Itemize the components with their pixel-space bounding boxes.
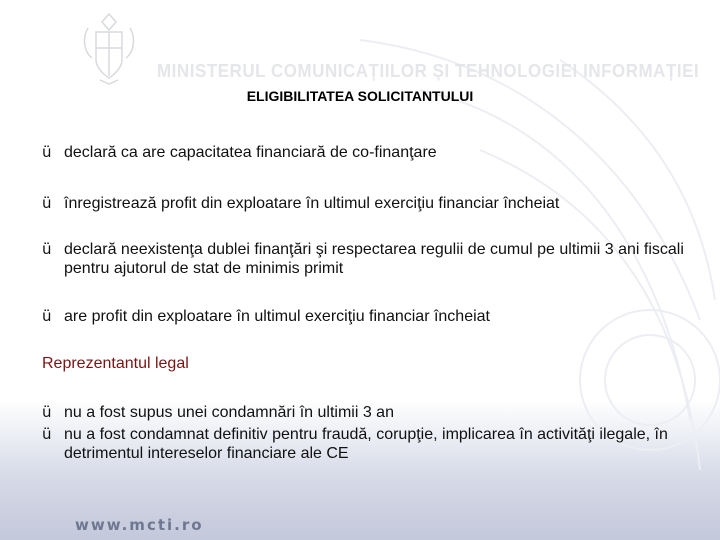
romanian-coat-of-arms-icon <box>78 8 140 86</box>
criterion-text: declară neexistenţa dublei finanţări şi respectarea regulii de cumul pe ultimii 3 ani fiscali pentru ajutorul de stat de minimis primit <box>64 241 684 277</box>
legal-rep-item <box>42 403 718 422</box>
check-mark-icon: ü <box>42 194 52 212</box>
check-mark-icon: ü <box>42 240 52 258</box>
criterion-text: înregistrează profit din exploatare în ultimul exerciţiu financiar încheiat <box>64 195 560 212</box>
criterion-item <box>42 240 718 278</box>
criterion-item <box>42 143 718 162</box>
check-mark-icon: ü <box>42 403 52 421</box>
criterion-item <box>42 194 718 213</box>
footer-website-url: www.mcti.ro <box>75 516 204 534</box>
criterion-text: are profit din exploatare în ultimul exerciţiu financiar încheiat <box>64 308 490 325</box>
legal-representative-heading: Reprezentantul legal <box>42 355 189 372</box>
ministry-name: MINISTERUL COMUNICAȚIILOR ȘI TEHNOLOGIEI INFORMAȚIEI <box>157 61 700 81</box>
check-mark-icon: ü <box>42 425 52 443</box>
legal-rep-text: nu a fost supus unei condamnări în ultimii 3 an <box>64 404 394 421</box>
check-mark-icon: ü <box>42 143 52 161</box>
legal-rep-text: nu a fost condamnat definitiv pentru fraudă, corupţie, implicarea în activităţi ilegale, în detrimentul intereselor financiare ale CE <box>64 426 668 462</box>
slide-title: ELIGIBILITATEA SOLICITANTULUI <box>246 88 474 104</box>
legal-rep-item <box>42 425 718 463</box>
criterion-text: declară ca are capacitatea financiară de co-finanţare <box>64 144 437 161</box>
check-mark-icon: ü <box>42 307 52 325</box>
criterion-item <box>42 307 718 326</box>
